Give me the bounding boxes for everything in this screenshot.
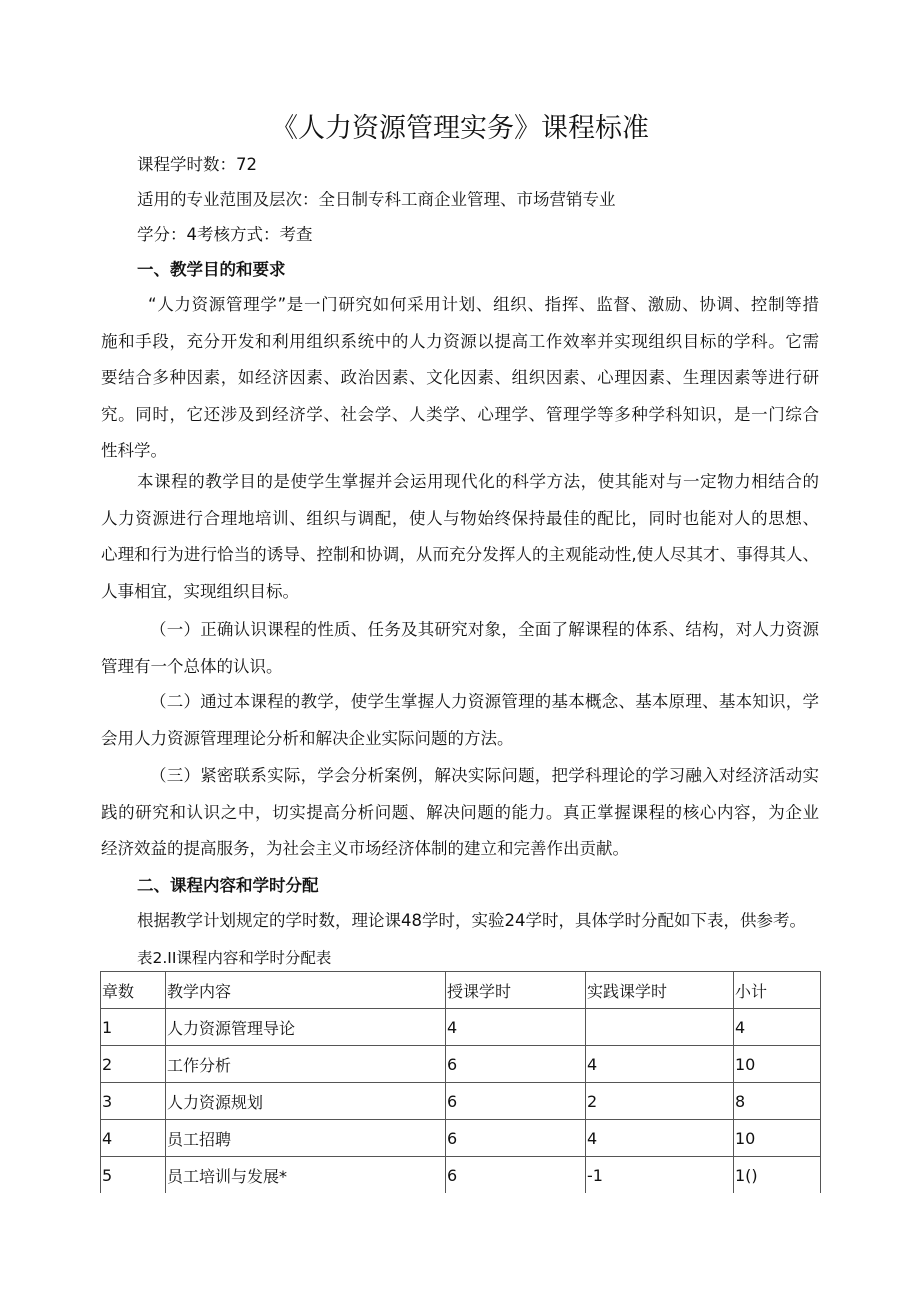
table-cell: 1() [734,1157,821,1194]
table-row [101,1046,821,1083]
table-cell: 小计 [734,972,821,1009]
paragraph-line: “人力资源管理学”是一门研究如何采用计划、组织、指挥、监督、激励、协调、控制等措 [148,295,819,314]
section-heading-2: 二、课程内容和学时分配 [137,876,319,895]
paragraph-line: 施和手段，充分开发和利用组织系统中的人力资源以提高工作效率并实现组织目标的学科。它需 [101,331,819,351]
hours-allocation-table [100,971,821,1193]
table-cell [586,1009,734,1046]
paragraph-line: 践的研究和认识之中，切实提高分析问题、解决问题的能力。真正掌握课程的核心内容，为企业 [101,802,819,822]
table-cell: 员工培训与发展* [166,1157,446,1194]
table-row [101,1083,821,1120]
table-cell: 4 [446,1009,586,1046]
allocation-intro: 根据教学计划规定的学时数，理论课48学时，实验24学时，具体学时分配如下表，供参考。 [137,911,806,930]
table-cell: 实践课学时 [586,972,734,1009]
section-heading-1: 一、教学目的和要求 [137,260,286,279]
table-cell: 4 [101,1120,166,1157]
paragraph-line: 心理和行为进行恰当的诱导、控制和协调，从而充分发挥人的主观能动性,使人尽其才、事得其人、 [101,545,819,564]
table-cell: 6 [446,1046,586,1083]
credits-assessment: 学分：4考核方式：考查 [137,225,313,244]
course-hours: 课程学时数：72 [137,155,257,174]
table-cell: 人力资源管理导论 [166,1009,446,1046]
table-cell: 10 [734,1046,821,1083]
table-cell: -1 [586,1157,734,1194]
table-cell: 1 [101,1009,166,1046]
paragraph-line: 究。同时，它还涉及到经济学、社会学、人类学、心理学、管理学等多种学科知识，是一门综合 [101,404,819,424]
table-cell: 5 [101,1157,166,1194]
paragraph-line: 管理有一个总体的认识。 [101,656,283,676]
paragraph-line: 经济效益的提高服务，为社会主义市场经济体制的建立和完善作出贡献。 [101,839,629,858]
paragraph-line: 人力资源进行合理地培训、组织与调配，使人与物始终保持最佳的配比，同时也能对人的思想、 [101,508,819,528]
table-cell: 4 [734,1009,821,1046]
table-cell: 4 [586,1120,734,1157]
table-cell: 2 [586,1083,734,1120]
table-cell: 授课学时 [446,972,586,1009]
paragraph-line: （二）通过本课程的教学，使学生掌握人力资源管理的基本概念、基本原理、基本知识，学 [150,692,819,711]
table-row [101,1157,821,1194]
table-cell: 2 [101,1046,166,1083]
paragraph-line: 要结合多种因素，如经济因素、政治因素、文化因素、组织因素、心理因素、生理因素等进行研 [101,368,819,387]
table-cell: 教学内容 [166,972,446,1009]
table-cell: 6 [446,1157,586,1194]
applicable-scope: 适用的专业范围及层次：全日制专科工商企业管理、市场营销专业 [137,190,616,209]
table-cell: 章数 [101,972,166,1009]
table-cell: 8 [734,1083,821,1120]
table-cell: 6 [446,1083,586,1120]
table-cell: 10 [734,1120,821,1157]
table-cell: 3 [101,1083,166,1120]
table-row [101,1009,821,1046]
paragraph-line: 本课程的教学目的是使学生掌握并会运用现代化的科学方法，使其能对与一定物力相结合的 [137,472,819,491]
table-cell: 员工招聘 [166,1120,446,1157]
paragraph-line: 会用人力资源管理理论分析和解决企业实际问题的方法。 [101,728,514,748]
paragraph-line: 性科学。 [101,441,167,460]
paragraph-line: 人事相宜，实现组织目标。 [101,581,299,601]
document-title: 《人力资源管理实务》课程标准 [271,113,649,144]
paragraph-line: （三）紧密联系实际，学会分析案例，解决实际问题，把学科理论的学习融入对经济活动实 [150,766,819,785]
table-cell: 人力资源规划 [166,1083,446,1120]
paragraph-line: （一）正确认识课程的性质、任务及其研究对象，全面了解课程的体系、结构，对人力资源 [150,620,819,639]
table-caption: 表2.II课程内容和学时分配表 [137,949,332,967]
table-cell: 工作分析 [166,1046,446,1083]
table-cell: 6 [446,1120,586,1157]
table-header-row [101,972,821,1009]
table-row [101,1120,821,1157]
table-cell: 4 [586,1046,734,1083]
